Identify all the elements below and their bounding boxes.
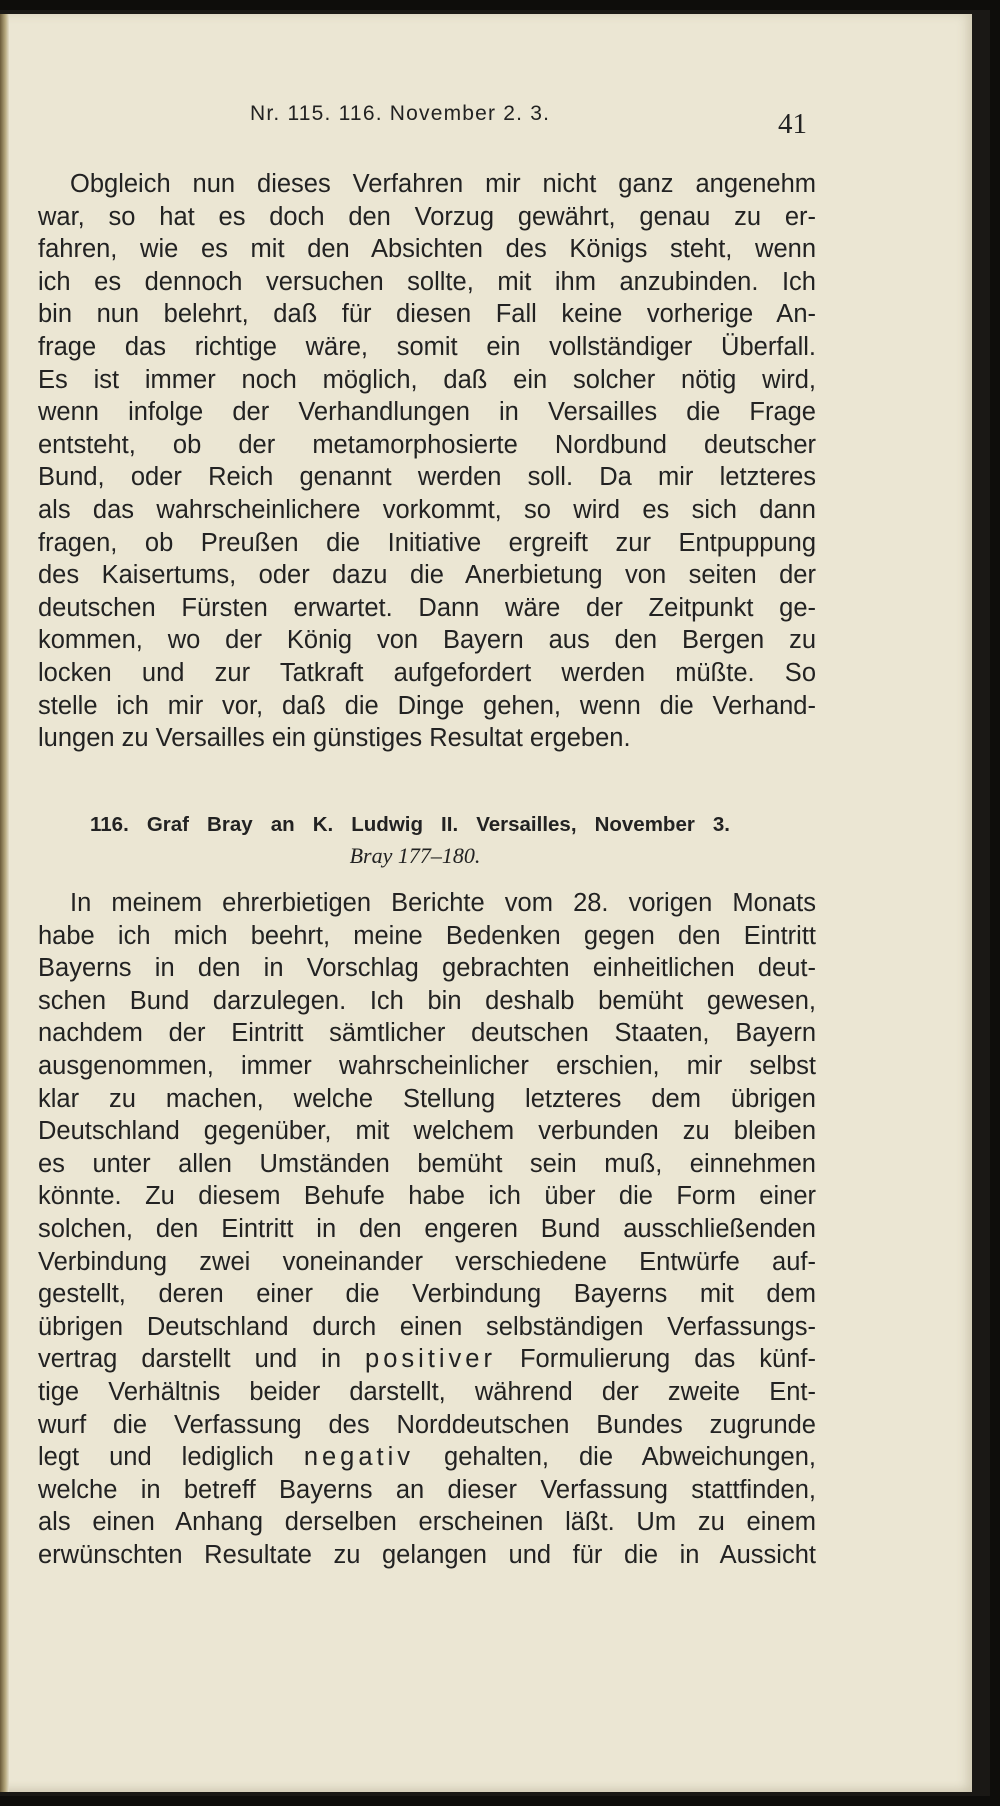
section-source-reference: Bray 177–180. <box>349 843 481 868</box>
text-line-before: vertrag darstellt und in <box>38 1345 366 1374</box>
text-line: Deutschland gegenüber, mit welchem verbunden zu bleiben <box>38 1117 816 1146</box>
text-line: nachdem der Eintritt sämtlicher deutschen Staaten, Bayern <box>38 1019 816 1048</box>
paragraph-1 <box>38 168 816 755</box>
text-line: könnte. Zu diesem Behufe habe ich über die Form einer <box>38 1182 816 1211</box>
paragraph-2 <box>38 887 816 1571</box>
text-line: welche in betreff Bayerns an dieser Verfassung stattfinden, <box>38 1475 816 1504</box>
text-line: bin nun belehrt, daß für diesen Fall keine vorherige An- <box>38 300 816 329</box>
text-line: übrigen Deutschland durch einen selbständigen Verfassungs- <box>38 1312 816 1341</box>
text-line: Verbindung zwei voneinander verschiedene Entwürfe auf- <box>38 1247 816 1276</box>
text-line: tige Verhältnis beider darstellt, während der zweite Ent- <box>38 1377 816 1406</box>
section-heading: 116. Graf Bray an K. Ludwig II. Versailles, November 3. <box>90 813 730 836</box>
text-line: habe ich mich beehrt, meine Bedenken gegen den Eintritt <box>38 921 816 950</box>
text-line: deutschen Fürsten erwartet. Dann wäre der Zeitpunkt ge- <box>38 593 816 622</box>
text-line <box>38 1343 816 1376</box>
text-line: erwünschten Resultate zu gelangen und für die in Aussicht <box>38 1540 816 1569</box>
text-line <box>38 1441 816 1474</box>
text-line: wenn infolge der Verhandlungen in Versailles die Frage <box>38 398 816 427</box>
text-line: locken und zur Tatkraft aufgefordert werden müßte. So <box>38 658 816 687</box>
text-line: Es ist immer noch möglich, daß ein solcher nötig wird, <box>38 365 816 394</box>
text-line: es unter allen Umständen bemüht sein muß, einnehmen <box>38 1149 816 1178</box>
running-head: Nr. 115. 116. November 2. 3. <box>250 102 551 125</box>
text-line: war, so hat es doch den Vorzug gewährt, genau zu er- <box>38 202 816 231</box>
text-line: als einen Anhang derselben erscheinen läßt. Um zu einem <box>38 1508 816 1537</box>
text-line: lungen zu Versailles ein günstiges Resultat ergeben. <box>38 724 631 753</box>
text-line: solchen, den Eintritt in den engeren Bund ausschließenden <box>38 1214 816 1243</box>
text-line: des Kaisertums, oder dazu die Anerbietung von seiten der <box>38 561 816 590</box>
text-line: Bund, oder Reich genannt werden soll. Da mir letzteres <box>38 463 816 492</box>
text-line: stelle ich mir vor, daß die Dinge gehen, wenn die Verhand- <box>38 691 816 720</box>
text-line: Obgleich nun dieses Verfahren mir nicht ganz angenehm <box>70 170 816 198</box>
text-line: wurf die Verfassung des Norddeutschen Bundes zugrunde <box>38 1410 816 1439</box>
text-line: fahren, wie es mit den Absichten des Königs steht, wenn <box>38 235 816 264</box>
text-line-after: gehalten, die Abweichungen, <box>414 1443 816 1472</box>
text-line-after: Formulierung das künf- <box>495 1345 816 1374</box>
text-line: klar zu machen, welche Stellung letzteres dem übrigen <box>38 1084 816 1113</box>
text-line: In meinem ehrerbietigen Berichte vom 28. vorigen Monats <box>70 889 816 917</box>
text-line: ich es dennoch versuchen sollte, mit ihm anzubinden. Ich <box>38 267 816 296</box>
text-line: entsteht, ob der metamorphosierte Nordbund deutscher <box>38 430 816 459</box>
text-line: frage das richtige wäre, somit ein vollständiger Überfall. <box>38 332 816 361</box>
text-line: gestellt, deren einer die Verbindung Bayerns mit dem <box>38 1280 816 1309</box>
text-line: kommen, wo der König von Bayern aus den Bergen zu <box>38 626 816 655</box>
page-number: 41 <box>778 108 807 140</box>
text-line: ausgenommen, immer wahrscheinlicher erschien, mir selbst <box>38 1051 816 1080</box>
page-binding-edge <box>0 14 9 1792</box>
text-line-before: legt und lediglich <box>38 1443 304 1472</box>
emphasized-word: positiver <box>365 1345 496 1374</box>
text-line: Bayerns in den in Vorschlag gebrachten einheitlichen deut- <box>38 954 816 983</box>
text-line: fragen, ob Preußen die Initiative ergreift zur Entpuppung <box>38 528 816 557</box>
text-line: als das wahrscheinlichere vorkommt, so wird es sich dann <box>38 495 816 524</box>
text-line: schen Bund darzulegen. Ich bin deshalb bemüht gewesen, <box>38 986 816 1015</box>
emphasized-word: negativ <box>303 1443 415 1472</box>
